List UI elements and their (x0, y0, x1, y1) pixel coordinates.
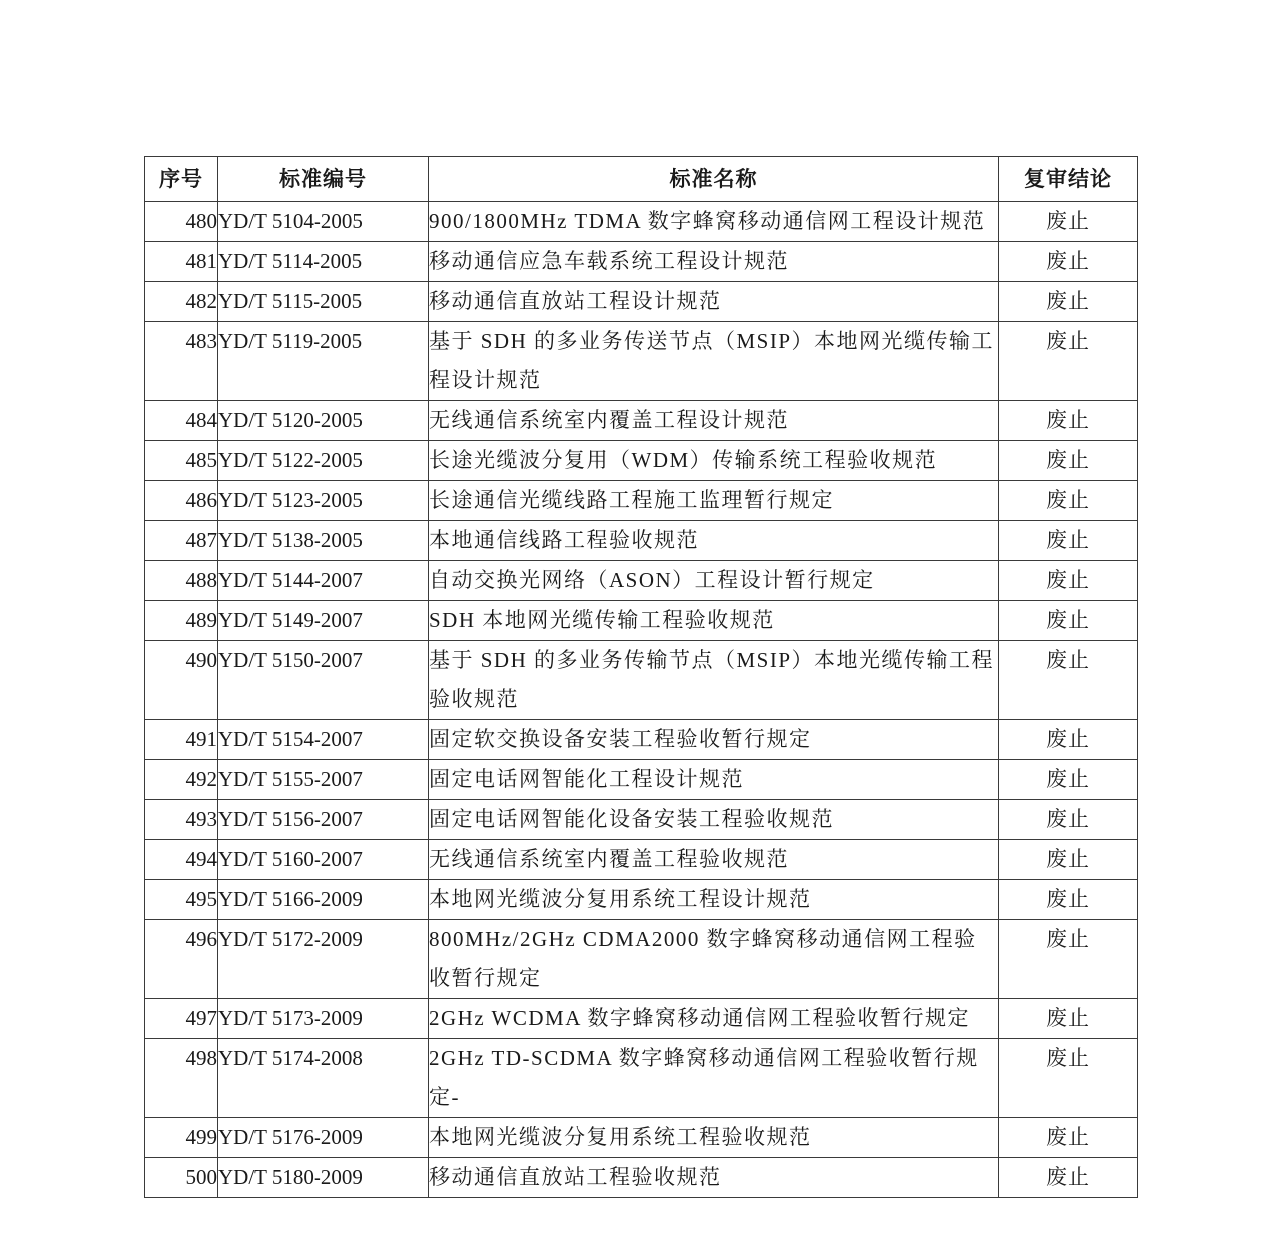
cell-standard-code: YD/T 5150-2007 (218, 641, 429, 720)
table-row (145, 800, 1138, 840)
table-row (145, 601, 1138, 641)
cell-standard-code: YD/T 5114-2005 (218, 242, 429, 282)
cell-serial-number: 486 (145, 481, 218, 521)
cell-standard-code: YD/T 5122-2005 (218, 441, 429, 481)
table-row (145, 282, 1138, 322)
cell-review-result: 废止 (999, 481, 1138, 521)
cell-serial-number: 487 (145, 521, 218, 561)
table-row (145, 720, 1138, 760)
cell-review-result: 废止 (999, 1158, 1138, 1198)
cell-standard-code: YD/T 5149-2007 (218, 601, 429, 641)
cell-standard-name: SDH 本地网光缆传输工程验收规范 (429, 601, 999, 641)
cell-review-result: 废止 (999, 1039, 1138, 1118)
cell-standard-name: 无线通信系统室内覆盖工程验收规范 (429, 840, 999, 880)
cell-standard-name: 固定软交换设备安装工程验收暂行规定 (429, 720, 999, 760)
cell-review-result: 废止 (999, 282, 1138, 322)
cell-standard-code: YD/T 5123-2005 (218, 481, 429, 521)
cell-standard-name: 自动交换光网络（ASON）工程设计暂行规定 (429, 561, 999, 601)
table-row (145, 641, 1138, 720)
cell-review-result: 废止 (999, 242, 1138, 282)
header-no: 序号 (145, 157, 218, 202)
cell-review-result: 废止 (999, 840, 1138, 880)
cell-serial-number: 483 (145, 322, 218, 401)
cell-serial-number: 488 (145, 561, 218, 601)
table-row (145, 401, 1138, 441)
table-row (145, 521, 1138, 561)
cell-review-result: 废止 (999, 401, 1138, 441)
table-row (145, 999, 1138, 1039)
cell-standard-code: YD/T 5174-2008 (218, 1039, 429, 1118)
standards-review-table (144, 156, 1138, 1198)
cell-review-result: 废止 (999, 880, 1138, 920)
cell-standard-name: 800MHz/2GHz CDMA2000 数字蜂窝移动通信网工程验收暂行规定 (429, 920, 999, 999)
cell-review-result: 废止 (999, 800, 1138, 840)
table-row (145, 481, 1138, 521)
cell-standard-name: 本地通信线路工程验收规范 (429, 521, 999, 561)
cell-review-result: 废止 (999, 322, 1138, 401)
cell-standard-code: YD/T 5154-2007 (218, 720, 429, 760)
table-row (145, 1158, 1138, 1198)
cell-standard-name: 无线通信系统室内覆盖工程设计规范 (429, 401, 999, 441)
table-row (145, 920, 1138, 999)
cell-standard-name: 2GHz WCDMA 数字蜂窝移动通信网工程验收暂行规定 (429, 999, 999, 1039)
cell-serial-number: 494 (145, 840, 218, 880)
table-row (145, 880, 1138, 920)
cell-standard-code: YD/T 5104-2005 (218, 202, 429, 242)
cell-review-result: 废止 (999, 760, 1138, 800)
cell-serial-number: 497 (145, 999, 218, 1039)
cell-standard-code: YD/T 5173-2009 (218, 999, 429, 1039)
cell-serial-number: 485 (145, 441, 218, 481)
cell-serial-number: 489 (145, 601, 218, 641)
table-row (145, 840, 1138, 880)
cell-standard-name: 固定电话网智能化工程设计规范 (429, 760, 999, 800)
cell-review-result: 废止 (999, 920, 1138, 999)
cell-standard-name: 移动通信直放站工程验收规范 (429, 1158, 999, 1198)
table-row (145, 322, 1138, 401)
cell-review-result: 废止 (999, 441, 1138, 481)
table-row (145, 202, 1138, 242)
cell-serial-number: 498 (145, 1039, 218, 1118)
cell-serial-number: 481 (145, 242, 218, 282)
cell-standard-code: YD/T 5176-2009 (218, 1118, 429, 1158)
header-result: 复审结论 (999, 157, 1138, 202)
cell-review-result: 废止 (999, 202, 1138, 242)
cell-serial-number: 495 (145, 880, 218, 920)
cell-standard-code: YD/T 5155-2007 (218, 760, 429, 800)
table-row (145, 242, 1138, 282)
cell-serial-number: 482 (145, 282, 218, 322)
cell-standard-code: YD/T 5144-2007 (218, 561, 429, 601)
table-body (145, 202, 1138, 1198)
cell-serial-number: 499 (145, 1118, 218, 1158)
cell-review-result: 废止 (999, 561, 1138, 601)
cell-standard-code: YD/T 5156-2007 (218, 800, 429, 840)
header-name: 标准名称 (429, 157, 999, 202)
cell-standard-code: YD/T 5180-2009 (218, 1158, 429, 1198)
cell-serial-number: 493 (145, 800, 218, 840)
cell-standard-name: 移动通信应急车载系统工程设计规范 (429, 242, 999, 282)
cell-standard-code: YD/T 5138-2005 (218, 521, 429, 561)
cell-serial-number: 500 (145, 1158, 218, 1198)
cell-serial-number: 480 (145, 202, 218, 242)
cell-serial-number: 496 (145, 920, 218, 999)
cell-standard-name: 长途通信光缆线路工程施工监理暂行规定 (429, 481, 999, 521)
cell-standard-code: YD/T 5120-2005 (218, 401, 429, 441)
table-row (145, 441, 1138, 481)
cell-standard-code: YD/T 5160-2007 (218, 840, 429, 880)
cell-review-result: 废止 (999, 601, 1138, 641)
cell-review-result: 废止 (999, 720, 1138, 760)
cell-serial-number: 492 (145, 760, 218, 800)
cell-serial-number: 491 (145, 720, 218, 760)
table-row (145, 561, 1138, 601)
cell-standard-name: 长途光缆波分复用（WDM）传输系统工程验收规范 (429, 441, 999, 481)
cell-standard-code: YD/T 5166-2009 (218, 880, 429, 920)
cell-review-result: 废止 (999, 1118, 1138, 1158)
cell-serial-number: 490 (145, 641, 218, 720)
cell-review-result: 废止 (999, 641, 1138, 720)
table-row (145, 760, 1138, 800)
cell-review-result: 废止 (999, 999, 1138, 1039)
cell-serial-number: 484 (145, 401, 218, 441)
cell-standard-name: 本地网光缆波分复用系统工程设计规范 (429, 880, 999, 920)
table-header (145, 157, 1138, 202)
cell-standard-name: 移动通信直放站工程设计规范 (429, 282, 999, 322)
cell-standard-code: YD/T 5115-2005 (218, 282, 429, 322)
cell-standard-name: 基于 SDH 的多业务传送节点（MSIP）本地网光缆传输工程设计规范 (429, 322, 999, 401)
cell-standard-name: 900/1800MHz TDMA 数字蜂窝移动通信网工程设计规范 (429, 202, 999, 242)
header-code: 标准编号 (218, 157, 429, 202)
cell-standard-name: 本地网光缆波分复用系统工程验收规范 (429, 1118, 999, 1158)
cell-standard-name: 固定电话网智能化设备安装工程验收规范 (429, 800, 999, 840)
cell-review-result: 废止 (999, 521, 1138, 561)
cell-standard-name: 基于 SDH 的多业务传输节点（MSIP）本地光缆传输工程验收规范 (429, 641, 999, 720)
table-row (145, 1039, 1138, 1118)
table-row (145, 1118, 1138, 1158)
cell-standard-name: 2GHz TD-SCDMA 数字蜂窝移动通信网工程验收暂行规定- (429, 1039, 999, 1118)
cell-standard-code: YD/T 5119-2005 (218, 322, 429, 401)
cell-standard-code: YD/T 5172-2009 (218, 920, 429, 999)
